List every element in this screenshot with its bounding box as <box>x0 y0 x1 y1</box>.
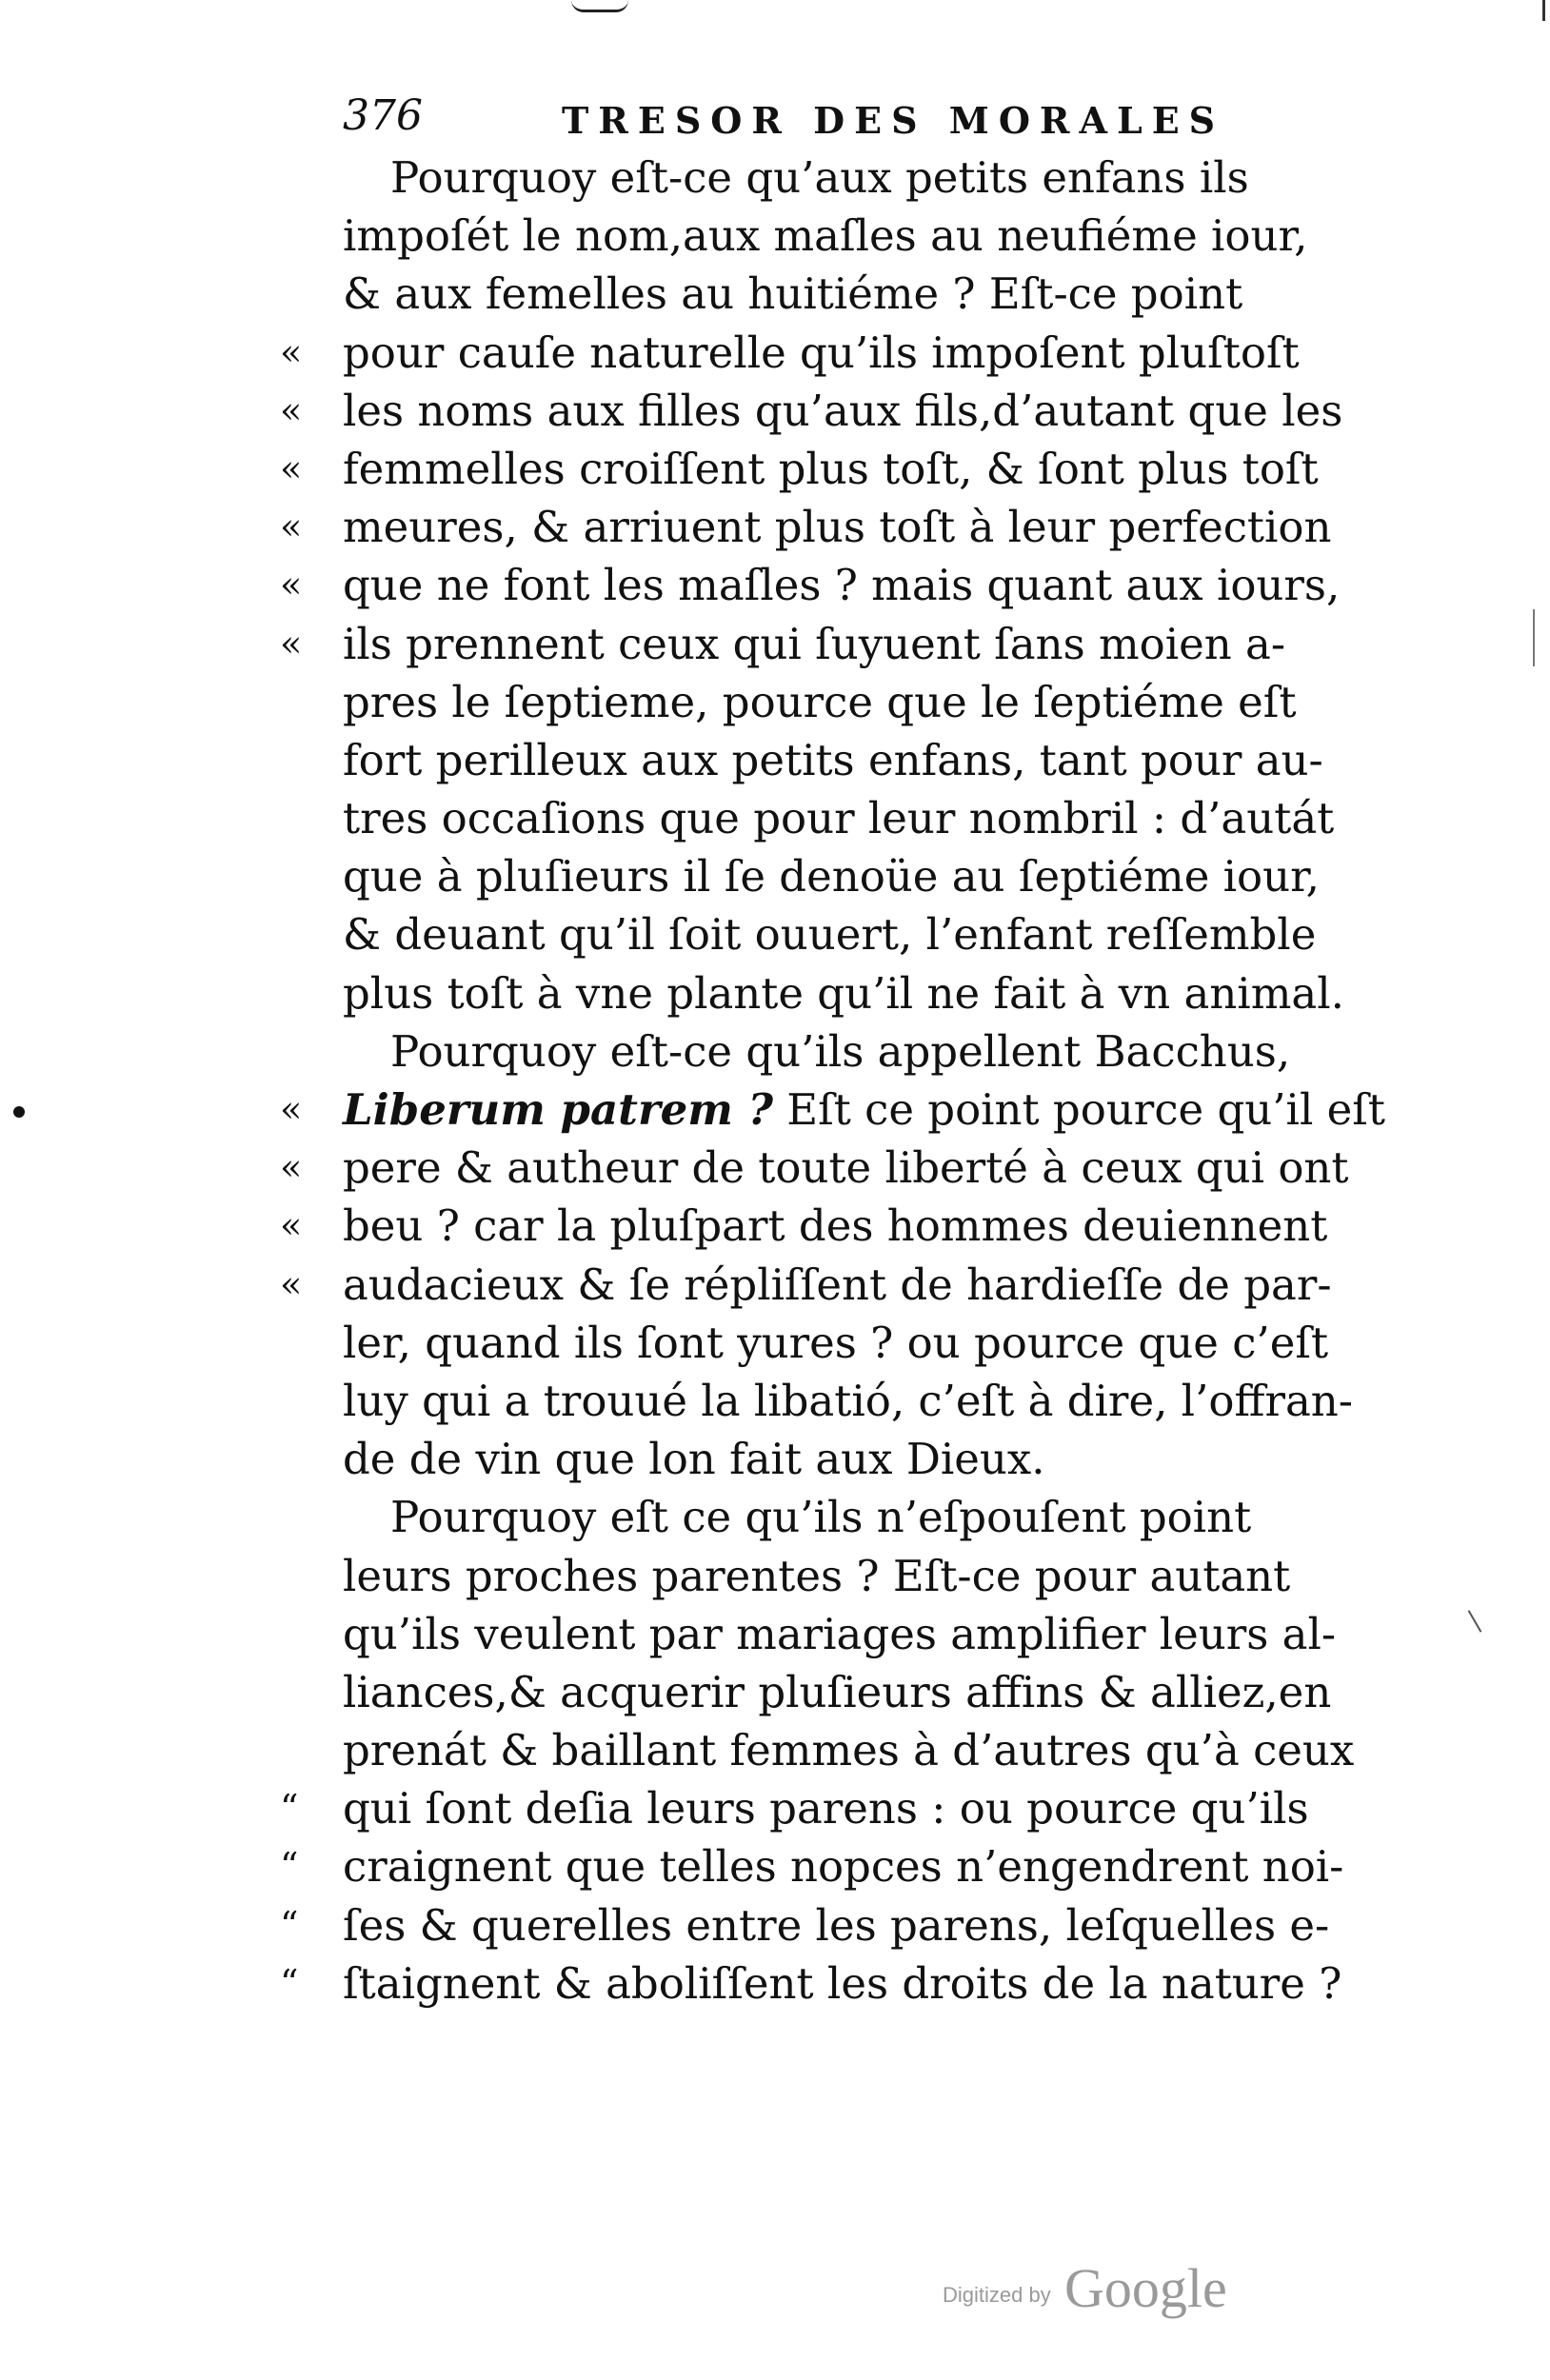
text-line <box>267 1721 1390 1779</box>
italic-phrase: Liberum patrem ? <box>343 1084 773 1135</box>
line-text <box>343 1896 1329 1954</box>
line-content: que à pluſieurs il ſe denoüe au ſeptiéme iour, <box>343 851 1320 902</box>
quotation-mark: « <box>280 622 303 664</box>
quotation-mark: « <box>280 1088 303 1130</box>
text-line <box>267 1197 1390 1255</box>
line-content: femmelles croiſſent plus toſt, & ſont plus toſt <box>343 443 1319 494</box>
quotation-mark: « <box>280 1204 303 1247</box>
line-content: beu ? car la pluſpart des hommes deuiennent <box>343 1200 1328 1252</box>
quotation-mark: « <box>280 446 303 489</box>
line-content: Pourquoy eſt-ce qu’ils appellent Bacchus, <box>390 1025 1291 1077</box>
line-text <box>343 847 1320 905</box>
line-content: meures, & arriuent plus toſt à leur perfection <box>343 502 1332 553</box>
text-line <box>267 1488 1390 1546</box>
text-line <box>267 265 1390 323</box>
line-content: ſtaignent & aboliſſent les droits de la nature ? <box>343 1957 1342 2009</box>
scan-artifact <box>1542 0 1545 21</box>
text-line <box>267 324 1390 382</box>
text-line <box>267 1896 1390 1954</box>
text-line <box>267 556 1390 614</box>
quotation-mark: “ <box>280 1787 299 1830</box>
body-text <box>267 149 1390 2013</box>
line-text <box>343 673 1297 731</box>
line-content: qu’ils veulent par mariages amplifier leurs al- <box>343 1608 1337 1659</box>
ink-spot <box>13 1106 25 1118</box>
digitized-watermark <box>943 2256 1361 2332</box>
line-text <box>343 1314 1328 1372</box>
line-text <box>390 149 1249 207</box>
line-content: pere & autheur de toute liberté à ceux qui ont <box>343 1142 1349 1194</box>
line-text <box>343 1081 1385 1139</box>
text-line <box>267 847 1390 905</box>
line-content: ils prennent ceux qui ſuyuent ſans moien a- <box>343 618 1286 669</box>
line-text <box>343 1779 1309 1837</box>
line-content: Eſt ce point pource qu’il eſt <box>772 1084 1386 1135</box>
text-line <box>267 1256 1390 1314</box>
line-text <box>343 615 1285 673</box>
quotation-mark: « <box>280 564 303 606</box>
quotation-mark: « <box>280 1262 303 1305</box>
line-content: Pourquoy eſt-ce qu’aux petits enfans ils <box>390 152 1249 203</box>
scan-artifact <box>571 0 628 12</box>
text-line <box>267 207 1390 265</box>
line-text <box>390 1488 1251 1546</box>
line-content: tres occaſions que pour leur nombril : d’autát <box>343 793 1335 844</box>
line-text <box>390 1022 1290 1081</box>
line-content: pour cauſe naturelle qu’ils impoſent pluſtoſt <box>343 327 1300 378</box>
text-line <box>267 1547 1390 1605</box>
line-text <box>343 905 1316 963</box>
line-text <box>343 265 1242 323</box>
text-line <box>267 905 1390 963</box>
line-content: les noms aux filles qu’aux fils,d’autant que les <box>343 385 1343 436</box>
line-text <box>343 1197 1327 1255</box>
text-line <box>267 1081 1390 1139</box>
quotation-mark: “ <box>280 1845 299 1888</box>
line-text <box>343 1663 1331 1721</box>
line-text <box>343 731 1323 789</box>
watermark-caption: Digitized by <box>943 2283 1051 2307</box>
line-content: craignent que telles nopces n’engendrent noi- <box>343 1841 1344 1893</box>
text-line <box>267 1663 1390 1721</box>
line-text <box>343 1547 1290 1605</box>
line-content: ſes & querelles entre les parens, leſquelles e- <box>343 1899 1330 1951</box>
line-content: fort perilleux aux petits enfans, tant pour au- <box>343 734 1323 785</box>
line-text <box>343 1256 1332 1314</box>
line-text <box>343 382 1342 440</box>
quotation-mark: « <box>280 506 303 548</box>
text-line <box>267 1430 1390 1488</box>
line-text <box>343 440 1319 498</box>
line-text <box>343 964 1344 1022</box>
text-line <box>267 498 1390 556</box>
text-line <box>267 440 1390 498</box>
line-content: luy qui a trouué la libatió, c’eſt à dire, l’offran- <box>343 1375 1353 1426</box>
text-line <box>267 964 1390 1022</box>
line-text <box>343 1721 1354 1779</box>
quotation-mark: « <box>280 1146 303 1189</box>
line-content: pres le ſeptieme, pource que le ſeptiéme eſt <box>343 676 1297 727</box>
line-text <box>343 1430 1045 1488</box>
text-line <box>267 1139 1390 1197</box>
line-text <box>343 207 1307 265</box>
quotation-mark: “ <box>280 1961 299 2004</box>
text-line <box>267 1837 1390 1895</box>
line-content: audacieux & ſe répliſſent de hardieſſe de par- <box>343 1259 1332 1310</box>
line-content: ler, quand ils ſont yures ? ou pource que c’eſt <box>343 1317 1329 1368</box>
line-content: qui ſont deſia leurs parens : ou pource qu’ils <box>343 1783 1309 1835</box>
quotation-mark: « <box>280 330 303 373</box>
text-line <box>267 1372 1390 1430</box>
line-text <box>343 1372 1353 1430</box>
line-text <box>343 1837 1343 1895</box>
text-line <box>267 789 1390 847</box>
line-content: impoſét le nom,aux maſles au neufiéme iour, <box>343 210 1308 262</box>
line-text <box>343 789 1334 847</box>
line-text <box>343 324 1300 382</box>
line-text <box>343 1139 1349 1197</box>
page-header <box>343 91 1361 149</box>
line-text <box>343 556 1340 614</box>
line-content: Pourquoy eſt ce qu’ils n’eſpouſent point <box>390 1492 1252 1543</box>
page-number: 376 <box>343 91 423 140</box>
text-line <box>267 1314 1390 1372</box>
line-content: prenát & baillant femmes à d’autres qu’à ceux <box>343 1725 1355 1776</box>
line-content: de de vin que lon fait aux Dieux. <box>343 1434 1045 1485</box>
line-content: liances,& acquerir pluſieurs affins & alliez,en <box>343 1666 1332 1717</box>
text-line <box>267 1779 1390 1837</box>
text-line <box>267 1954 1390 2013</box>
text-line <box>267 149 1390 207</box>
line-text <box>343 1605 1336 1663</box>
text-line <box>267 615 1390 673</box>
line-content: & deuant qu’il ſoit ouuert, l’enfant reſſemble <box>343 909 1317 961</box>
line-text <box>343 1954 1341 2013</box>
text-line <box>267 1022 1390 1081</box>
google-logo: Google <box>1064 2257 1227 2319</box>
text-line <box>267 1605 1390 1663</box>
text-line <box>267 731 1390 789</box>
line-content: que ne font les maſles ? mais quant aux iours, <box>343 560 1341 611</box>
line-content: & aux femelles au huitiéme ? Eſt-ce point <box>343 268 1243 320</box>
line-content: plus toſt à vne plante qu’il ne fait à vn animal. <box>343 967 1344 1019</box>
quotation-mark: « <box>280 388 303 431</box>
scan-artifact <box>1468 1610 1482 1633</box>
line-text <box>343 498 1331 556</box>
text-line <box>267 673 1390 731</box>
scan-artifact <box>1533 609 1535 666</box>
running-title: TRESOR DES MORALES <box>562 99 1225 142</box>
line-content: leurs proches parentes ? Eſt-ce pour autant <box>343 1550 1291 1601</box>
text-line <box>267 382 1390 440</box>
quotation-mark: “ <box>280 1903 299 1946</box>
